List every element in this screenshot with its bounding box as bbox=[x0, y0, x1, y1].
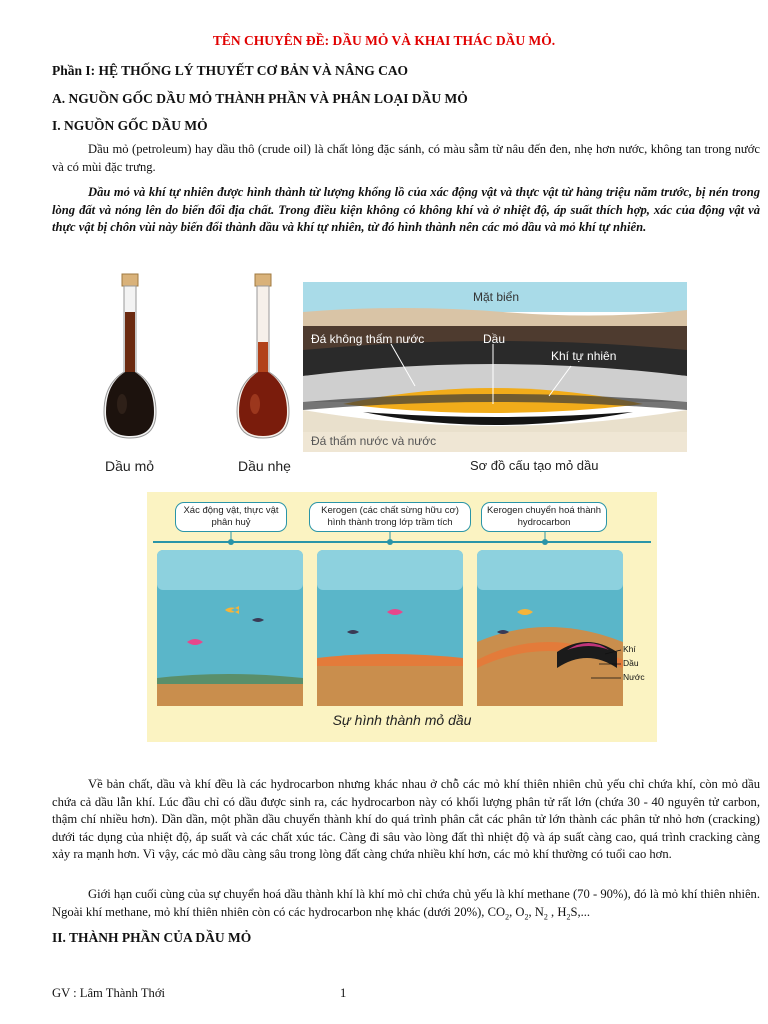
oil-label: Dầu bbox=[483, 332, 506, 346]
impermeable-rock-label: Đá không thấm nước bbox=[311, 332, 425, 346]
natural-gas-label: Khí tự nhiên bbox=[551, 349, 617, 363]
page-number: 1 bbox=[340, 986, 347, 1000]
section-i-heading: I. NGUỒN GỐC DẦU MỎ bbox=[52, 118, 208, 133]
crude-oil-flask-image bbox=[100, 272, 160, 442]
paragraph-gas-limit: Giới hạn cuối cùng của sự chuyển hoá dầu thành khí là khí mỏ chỉ chứa chủ yếu là khí methane (70 - 90%), đó là mỏ khí thiên nhiên. Ngoài khí methane, mỏ khí thiên nhiên còn có các hydrocarbon nhẹ khác (dưới 20%), $CO_2$, $O_2$, $N_2$ , $H_2S$,... bbox=[52, 887, 760, 922]
oil-formation-diagram bbox=[147, 492, 657, 742]
legend-gas-label: Khí bbox=[623, 644, 636, 654]
paragraph-formation: Dầu mỏ và khí tự nhiên được hình thành từ lượng khổng lồ của xác động vật và thực vật từ hàng triệu năm trước, bị nén trong lòng đất và nóng lên do biến đổi địa chất. Trong điều kiện không có không khí và ở nhiệt độ, áp suất thích hợp, xác của động vật và thực vật bị chôn vùi này biến đổi thành dầu và khí tự nhiên, từ đó hình thành nên các mỏ dầu và mỏ khí tự nhiên. bbox=[52, 185, 760, 234]
stage-1-label: Xác động vật, thực vật phân huỷ bbox=[175, 502, 287, 532]
formation-diagram-caption: Sự hình thành mỏ dầu bbox=[332, 712, 472, 728]
part-heading: Phần I: HỆ THỐNG LÝ THUYẾT CƠ BẢN VÀ NÂNG CAO bbox=[52, 63, 409, 78]
legend-oil-label: Dầu bbox=[623, 658, 639, 668]
permeable-rock-label: Đá thấm nước và nước bbox=[311, 434, 437, 448]
sea-surface-label: Mặt biển bbox=[473, 290, 520, 304]
paragraph-composition: Về bản chất, dầu và khí đều là các hydrocarbon nhưng khác nhau ở chỗ các mỏ khí thiên nhiên chủ yếu chỉ chứa khí, còn mỏ dầu chứa cả dầu lẫn khí. Lúc đầu chỉ có dầu được sinh ra, các hydrocarbon này có khối lượng phân tử rất lớn (chứa 30 - 40 nguyên tử carbon, thậm chí nhiều hơn). Dần dần, một phần dầu chuyển thành khí do quá trình phân cắt các phân tử lớn thành các phân tử nhỏ hơn (cracking) dưới tác dụng của nhiệt độ, áp suất và các chất xúc tác. Càng đi sâu vào lòng đất thì nhiệt độ và áp suất càng cao, quá trình cracking càng xảy ra mạnh hơn. Vì vậy, các mỏ dầu càng sâu trong lòng đất càng chứa nhiều khí hơn, các mỏ khí thường có tuổi cao hơn. bbox=[52, 777, 760, 861]
paragraph-definition: Dầu mỏ (petroleum) hay dầu thô (crude oil) là chất lỏng đặc sánh, có màu sẫm từ nâu đến đen, nhẹ hơn nước, không tan trong nước và có mùi đặc trưng. bbox=[52, 142, 760, 174]
crude-oil-caption: Dầu mỏ bbox=[105, 458, 155, 474]
oil-field-structure-diagram bbox=[303, 282, 687, 452]
section-ii-heading: II. THÀNH PHẦN CỦA DẦU MỎ bbox=[52, 930, 252, 945]
light-oil-flask-image bbox=[233, 272, 293, 442]
section-a-heading: A. NGUỒN GỐC DẦU MỎ THÀNH PHẦN VÀ PHÂN LOẠI DẦU MỎ bbox=[52, 91, 468, 106]
light-oil-caption: Dầu nhẹ bbox=[238, 458, 291, 474]
footer-author: GV : Lâm Thành Thới bbox=[52, 986, 165, 1000]
paragraph-gas-limit-text: Giới hạn cuối cùng của sự chuyển hoá dầu thành khí là khí mỏ chỉ chứa chủ yếu là khí methane (70 - 90%), đó là mỏ khí thiên nhiên. Ngoài khí methane, mỏ khí thiên nhiên còn có các hydrocarbon nhẹ khác (dưới 20%), CO bbox=[52, 887, 760, 919]
stage-3-label: Kerogen chuyển hoá thành hydrocarbon bbox=[481, 502, 607, 532]
stage-2-label: Kerogen (các chất sừng hữu cơ) hình thành trong lớp trầm tích bbox=[309, 502, 471, 532]
oil-field-diagram-caption: Sơ đồ cấu tạo mỏ dầu bbox=[470, 458, 599, 473]
page-title: TÊN CHUYÊN ĐỀ: DẦU MỎ VÀ KHAI THÁC DẦU MỎ. bbox=[212, 33, 556, 48]
legend-water-label: Nước bbox=[623, 672, 645, 682]
